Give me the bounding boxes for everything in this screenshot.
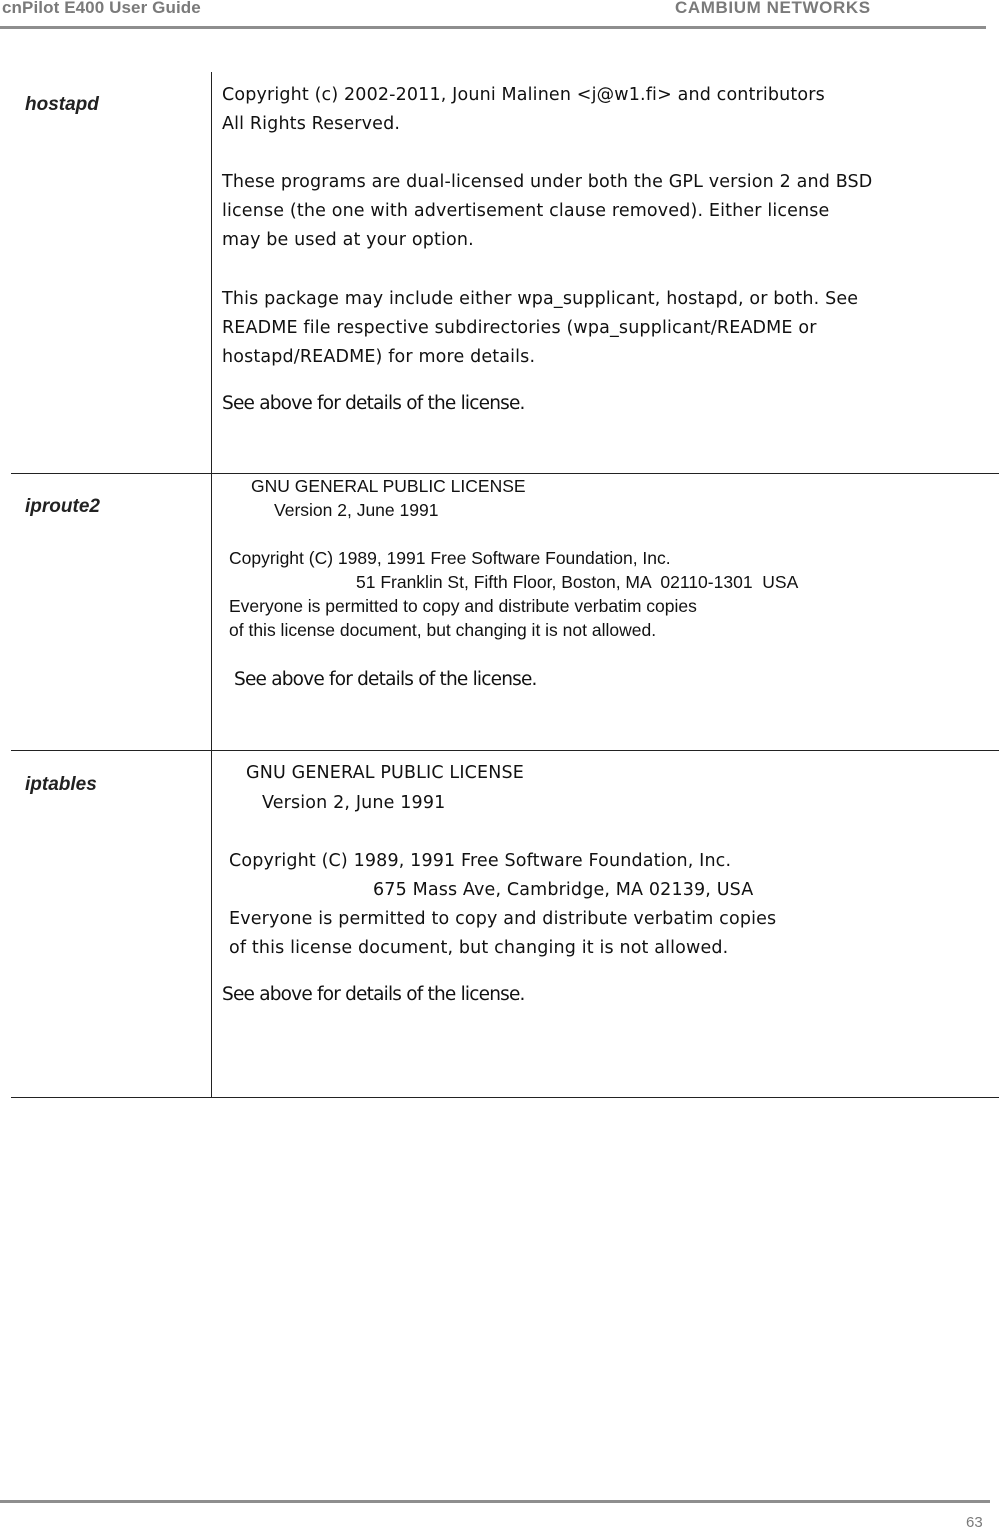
license-line: Version 2, June 1991	[262, 793, 446, 813]
package-name: iproute2	[25, 496, 100, 517]
company-name: CAMBIUM NETWORKS	[675, 0, 871, 17]
license-line: Copyright (c) 2002-2011, Jouni Malinen <j@w1.fi> and contributors	[222, 85, 825, 105]
row-divider	[11, 750, 999, 751]
license-line: Everyone is permitted to copy and distribute verbatim copies	[229, 909, 777, 929]
license-line: Everyone is permitted to copy and distribute verbatim copies	[229, 596, 697, 616]
license-note: See above for details of the license.	[234, 669, 537, 690]
license-line: README file respective subdirectories (wpa_supplicant/README or	[222, 318, 817, 338]
license-line: GNU GENERAL PUBLIC LICENSE	[251, 476, 526, 496]
license-table	[11, 72, 999, 1098]
page-header	[0, 0, 999, 30]
license-line: of this license document, but changing it is not allowed.	[229, 938, 729, 958]
table-bottom-border	[11, 1097, 999, 1098]
header-divider	[0, 26, 986, 29]
license-line: 51 Franklin St, Fifth Floor, Boston, MA 02110-1301 USA	[356, 572, 799, 592]
package-name: hostapd	[25, 94, 99, 115]
row-divider	[11, 473, 999, 474]
license-line: Copyright (C) 1989, 1991 Free Software Foundation, Inc.	[229, 851, 732, 871]
column-divider	[211, 72, 212, 1097]
package-name: iptables	[25, 774, 97, 795]
license-line: license (the one with advertisement clause removed). Either license	[222, 201, 830, 221]
license-line: This package may include either wpa_supplicant, hostapd, or both. See	[222, 289, 859, 309]
document-title: cnPilot E400 User Guide	[2, 0, 201, 17]
license-line: GNU GENERAL PUBLIC LICENSE	[246, 763, 524, 783]
license-line: of this license document, but changing it is not allowed.	[229, 620, 657, 640]
license-line: Version 2, June 1991	[274, 500, 439, 520]
license-line: Copyright (C) 1989, 1991 Free Software Foundation, Inc.	[229, 548, 671, 568]
license-line: may be used at your option.	[222, 230, 474, 250]
license-line: 675 Mass Ave, Cambridge, MA 02139, USA	[373, 880, 754, 900]
page-number: 63	[966, 1514, 983, 1531]
license-line: hostapd/README) for more details.	[222, 347, 536, 367]
license-note: See above for details of the license.	[222, 984, 525, 1005]
license-line: These programs are dual-licensed under both the GPL version 2 and BSD	[222, 172, 873, 192]
license-line: All Rights Reserved.	[222, 114, 401, 134]
license-note: See above for details of the license.	[222, 393, 525, 414]
footer-divider	[0, 1500, 990, 1503]
